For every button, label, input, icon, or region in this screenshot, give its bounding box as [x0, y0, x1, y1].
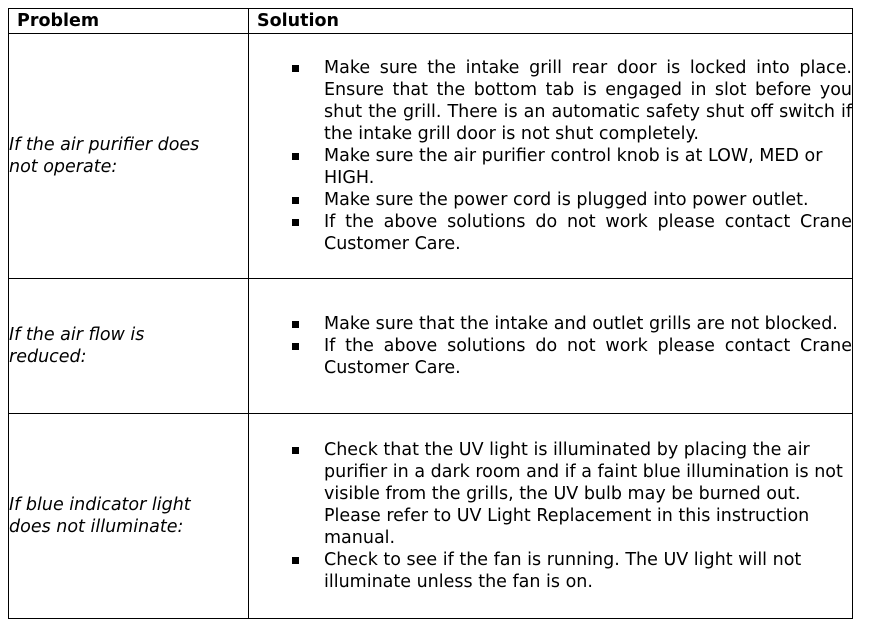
solution-item: If the above solutions do not work please contact Crane Customer Care. [324, 335, 852, 379]
solution-item: Check to see if the fan is running. The UV light will not illuminate unless the fan is on. [324, 549, 852, 593]
problem-text: If the air purifier does not operate: [9, 135, 200, 177]
solution-cell [249, 34, 853, 279]
solution-column-header: Solution [249, 9, 853, 34]
square-bullet-icon [292, 557, 299, 564]
problem-cell [9, 414, 249, 619]
solution-item: If the above solutions do not work please contact Crane Customer Care. [324, 211, 852, 255]
header-row [9, 9, 853, 34]
solution-item: Make sure the power cord is plugged into power outlet. [324, 189, 852, 211]
problem-text: If the air flow is reduced: [9, 325, 145, 367]
solution-item: Make sure the air purifier control knob is at LOW, MED or HIGH. [324, 145, 852, 189]
square-bullet-icon [292, 153, 299, 160]
problem-column-header: Problem [9, 9, 249, 34]
solution-cell [249, 279, 853, 414]
solution-list [249, 57, 852, 255]
square-bullet-icon [292, 65, 299, 72]
square-bullet-icon [292, 447, 299, 454]
square-bullet-icon [292, 197, 299, 204]
square-bullet-icon [292, 219, 299, 226]
troubleshooting-table [8, 8, 853, 619]
problem-cell [9, 34, 249, 279]
problem-text: If blue indicator light does not illuminate: [9, 495, 191, 537]
square-bullet-icon [292, 343, 299, 350]
solution-item: Check that the UV light is illuminated by placing the air purifier in a dark room and if a faint blue illumination is not visible from the grills, the UV bulb may be burned out. Please refer to UV Light Replacement in this instruction manual. [324, 439, 852, 549]
solution-list [249, 439, 852, 593]
solution-cell [249, 414, 853, 619]
table-row [9, 279, 853, 414]
table-row [9, 34, 853, 279]
solution-item: Make sure the intake grill rear door is locked into place. Ensure that the bottom tab is engaged in slot before you shut the grill. There is an automatic safety shut off switch if the intake grill door is not shut completely. [324, 57, 852, 145]
solution-item: Make sure that the intake and outlet grills are not blocked. [324, 313, 852, 335]
table-row [9, 414, 853, 619]
square-bullet-icon [292, 321, 299, 328]
problem-cell [9, 279, 249, 414]
solution-list [249, 313, 852, 379]
